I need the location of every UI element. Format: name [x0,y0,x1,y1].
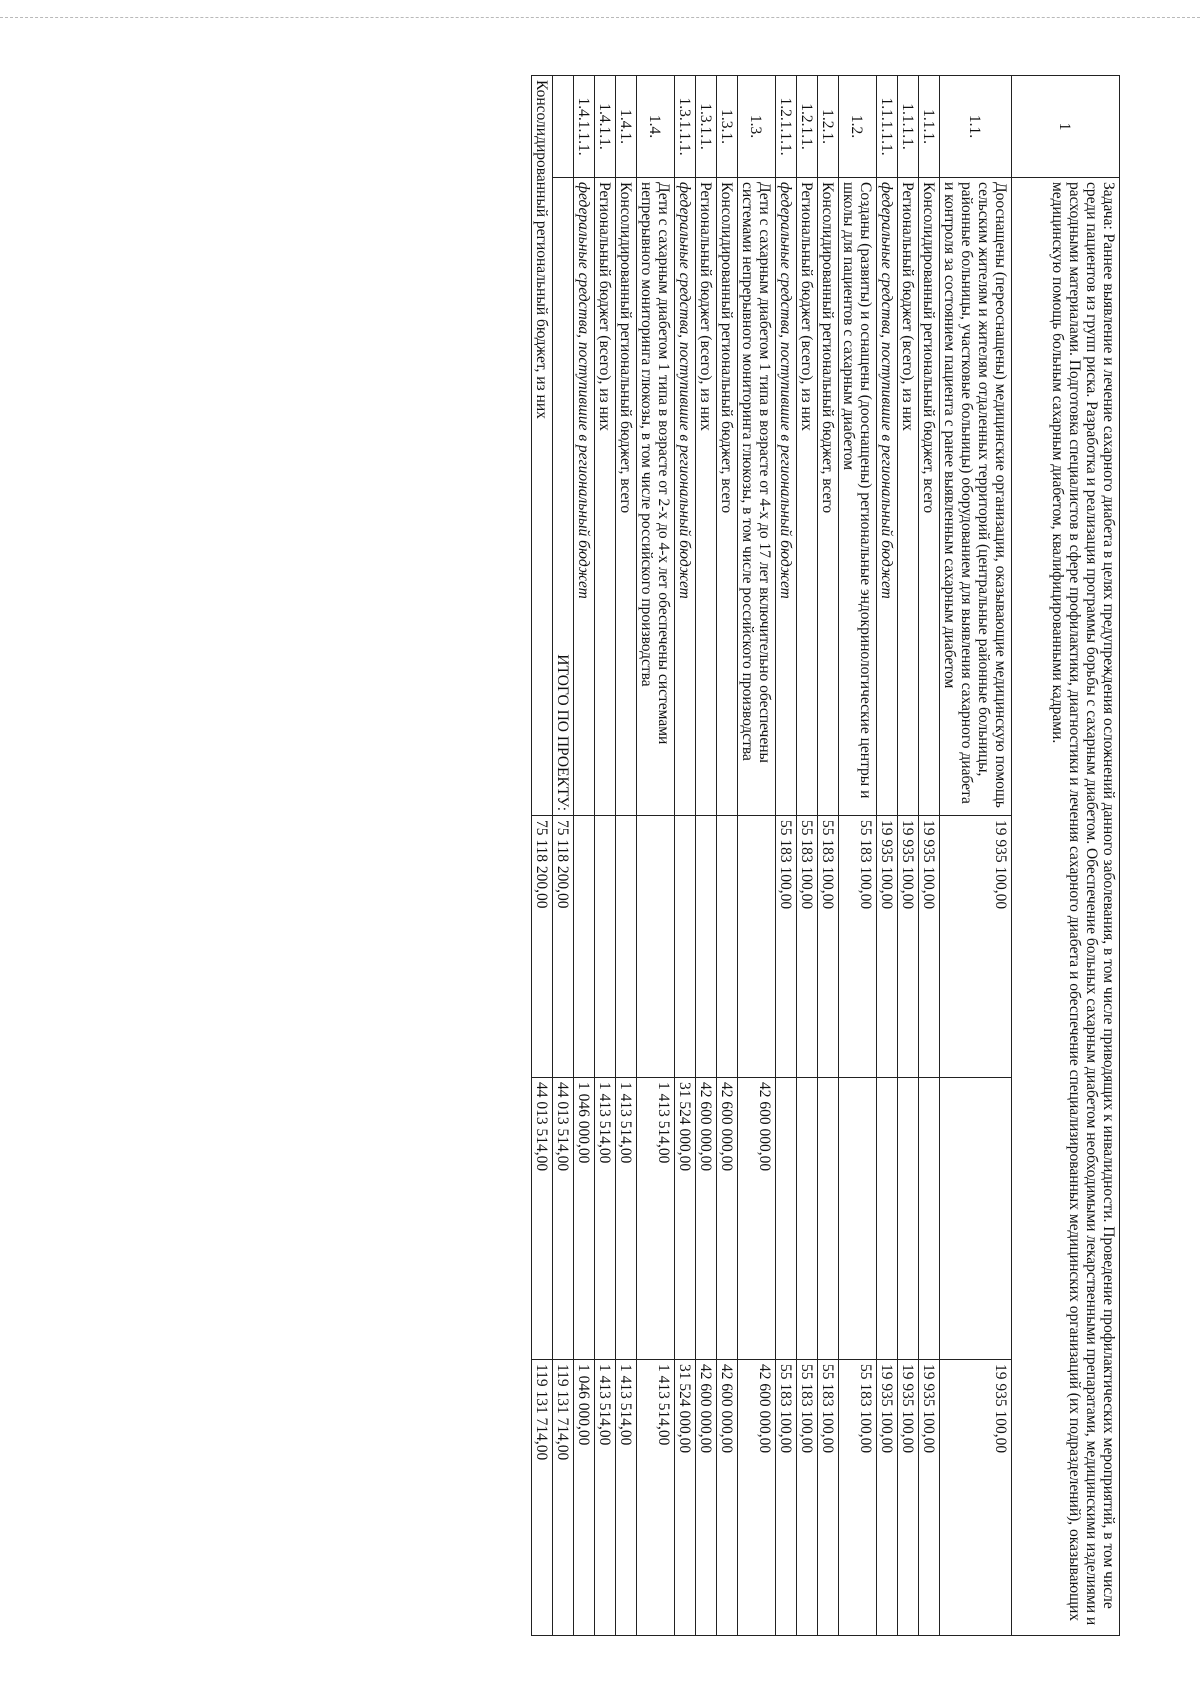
table-row [595,76,616,1636]
row-value-col1 [616,816,637,1078]
row-value-col2: 42 600 000,00 [696,1078,717,1360]
consolidated-row [532,76,553,1636]
row-value-col2: 1 413 514,00 [637,1078,675,1360]
row-value-col1: 19 935 100,00 [877,816,898,1078]
budget-table [531,75,1120,1636]
row-number: 1.1. [940,76,1012,178]
row-value-col1: 55 183 100,00 [776,816,797,1078]
row-value-col2: 1 046 000,00 [574,1078,595,1360]
row-value-col1 [738,816,776,1078]
row-value-total: 1 046 000,00 [574,1360,595,1636]
row-value-total: 1 413 514,00 [595,1360,616,1636]
row-number: 1.4.1.1. [595,76,616,178]
table-body [532,76,1120,1636]
row-number: 1.3. [738,76,776,178]
row-description: Дети с сахарным диабетом 1 типа в возрасте от 4-х до 17 лет включительно обеспечены системами непрерывного мониторинга глюкозы, в том числе российского производства [738,178,776,816]
row-value-total: 55 183 100,00 [776,1360,797,1636]
row-description: Консолидированный региональный бюджет, всего [616,178,637,816]
row-description: федеральные средства, поступившие в региональный бюджет [877,178,898,816]
row-value-col1 [595,816,616,1078]
row-value-col2: 42 600 000,00 [738,1078,776,1360]
row-description: федеральные средства, поступившие в региональный бюджет [776,178,797,816]
row-number: 1.3.1.1. [696,76,717,178]
row-description: Созданы (развиты) и оснащены (дооснащены) региональные эндокринологические центры и школы для пациентов с сахарным диабетом [839,178,877,816]
row-value-col2 [919,1078,940,1360]
row-value-col1 [696,816,717,1078]
row-description: Консолидированный региональный бюджет, всего [919,178,940,816]
task-number: 1 [1012,76,1120,178]
table-row [877,76,898,1636]
row-number: 1.3.1.1.1. [675,76,696,178]
row-value-col1 [574,816,595,1078]
total-value-col2: 44 013 514,00 [553,1078,574,1360]
rotated-page [110,75,1120,1635]
row-value-total: 19 935 100,00 [877,1360,898,1636]
row-description: Региональный бюджет (всего), из них [898,178,919,816]
row-number: 1.4. [637,76,675,178]
empty-cell [553,76,574,178]
row-number: 1.2.1. [818,76,839,178]
table-row [797,76,818,1636]
row-value-total: 55 183 100,00 [839,1360,877,1636]
total-value-total: 119 131 714,00 [553,1360,574,1636]
consolidated-value-col2: 44 013 514,00 [532,1078,553,1360]
row-value-col2 [797,1078,818,1360]
row-number: 1.4.1. [616,76,637,178]
consolidated-value-total: 119 131 714,00 [532,1360,553,1636]
row-value-col2 [940,1078,1012,1360]
row-description: Дооснащены (переоснащены) медицинские организации, оказывающие медицинскую помощь сельским жителям и жителям отдаленных территорий (центральные районные больницы, районные больницы, участковые больницы) оборудованием для выявления сахарного диабета и контроля за состоянием пациента с ранее выявленным сахарным диабетом [940,178,1012,816]
row-value-col2: 1 413 514,00 [595,1078,616,1360]
table-row [940,76,1012,1636]
row-number: 1.2.1.1.1. [776,76,797,178]
row-value-col2: 31 524 000,00 [675,1078,696,1360]
row-value-col2 [877,1078,898,1360]
row-value-total: 1 413 514,00 [637,1360,675,1636]
row-number: 1.1.1.1.1. [877,76,898,178]
row-number: 1.2. [839,76,877,178]
row-value-col2 [839,1078,877,1360]
table-row [696,76,717,1636]
row-value-col1: 19 935 100,00 [940,816,1012,1078]
total-label: ИТОГО ПО ПРОЕКТУ: [553,178,574,816]
row-description: Дети с сахарным диабетом 1 типа в возрасте от 2-х до 4-х лет обеспечены системами непрерывного мониторинга глюкозы, в том числе российского производства [637,178,675,816]
table-row [776,76,797,1636]
consolidated-value-col1: 75 118 200,00 [532,816,553,1078]
row-value-col1 [637,816,675,1078]
row-value-col1: 55 183 100,00 [839,816,877,1078]
consolidated-label: Консолидированный региональный бюджет, из них [532,76,553,816]
row-value-col2: 1 413 514,00 [616,1078,637,1360]
row-value-col2 [776,1078,797,1360]
row-value-total: 19 935 100,00 [898,1360,919,1636]
row-value-col1 [675,816,696,1078]
row-description: Региональный бюджет (всего), из них [696,178,717,816]
task-text: Задача: Раннее выявление и лечение сахарного диабета в целях предупреждения осложнений данного заболевания, в том числе приводящих к инвалидности. Проведение профилактических мероприятий, в том числе среди пациентов из групп риска. Разработка и реализация программы борьбы с сахарным диабетом. Обеспечение больных сахарным диабетом необходимыми лекарственными препаратами, медицинскими изделиями и расходными материалами. Подготовка специалистов в сфере профилактики, диагностики и лечения сахарного диабета и обеспечение специализированных медицинских организаций (их подразделений), оказывающих медицинскую помощь больным сахарным диабетом, квалифицированными кадрами. [1012,178,1120,1636]
table-row [839,76,877,1636]
row-value-total: 42 600 000,00 [717,1360,738,1636]
row-value-total: 31 524 000,00 [675,1360,696,1636]
row-value-total: 19 935 100,00 [919,1360,940,1636]
row-value-col1: 55 183 100,00 [818,816,839,1078]
row-number: 1.2.1.1. [797,76,818,178]
row-description: федеральные средства, поступившие в региональный бюджет [574,178,595,816]
row-value-total: 19 935 100,00 [940,1360,1012,1636]
row-value-col2 [818,1078,839,1360]
row-value-total: 42 600 000,00 [696,1360,717,1636]
row-description: Региональный бюджет (всего), из них [595,178,616,816]
row-description: Консолидированный региональный бюджет, всего [717,178,738,816]
row-value-col1: 55 183 100,00 [797,816,818,1078]
row-number: 1.3.1. [717,76,738,178]
table-row [919,76,940,1636]
row-number: 1.4.1.1.1. [574,76,595,178]
row-value-col2: 42 600 000,00 [717,1078,738,1360]
row-value-col1 [717,816,738,1078]
row-value-col2 [898,1078,919,1360]
total-value-col1: 75 118 200,00 [553,816,574,1078]
table-row [616,76,637,1636]
row-value-col1: 19 935 100,00 [898,816,919,1078]
row-description: Консолидированный региональный бюджет, всего [818,178,839,816]
row-description: федеральные средства, поступившие в региональный бюджет [675,178,696,816]
row-value-total: 55 183 100,00 [818,1360,839,1636]
row-number: 1.1.1.1. [898,76,919,178]
table-row [574,76,595,1636]
scan-top-line [0,17,1200,18]
row-value-total: 42 600 000,00 [738,1360,776,1636]
row-value-col1: 19 935 100,00 [919,816,940,1078]
table-row [637,76,675,1636]
task-row [1012,76,1120,1636]
row-value-total: 55 183 100,00 [797,1360,818,1636]
table-row [738,76,776,1636]
table-row [717,76,738,1636]
table-row [675,76,696,1636]
row-number: 1.1.1. [919,76,940,178]
table-row [898,76,919,1636]
row-value-total: 1 413 514,00 [616,1360,637,1636]
table-row [818,76,839,1636]
row-description: Региональный бюджет (всего), из них [797,178,818,816]
total-row [553,76,574,1636]
